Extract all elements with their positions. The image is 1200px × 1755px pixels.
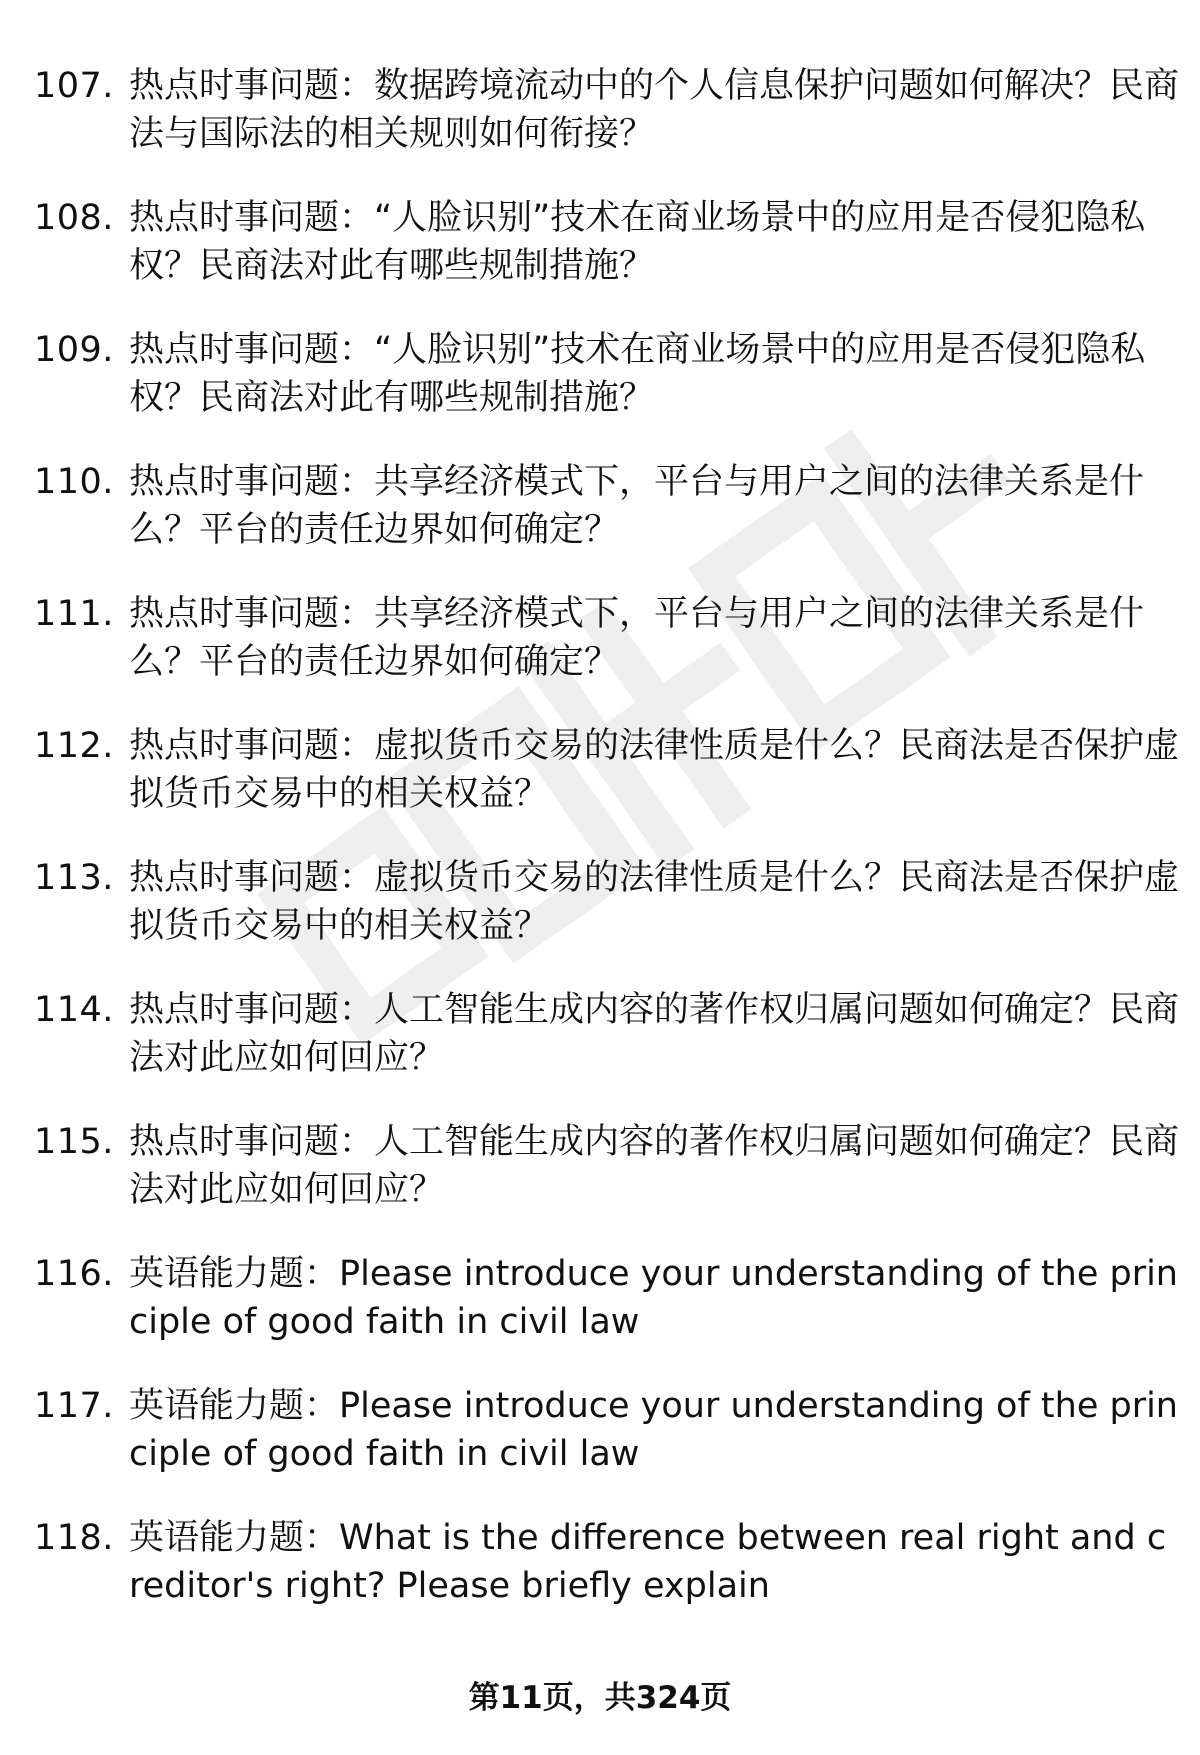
question-number: 108.: [34, 198, 114, 238]
question-text: 热点时事问题：虚拟货币交易的法律性质是什么？民商法是否保护虚拟货币交易中的相关权益？: [129, 726, 1180, 814]
question-text: 热点时事问题：虚拟货币交易的法律性质是什么？民商法是否保护虚拟货币交易中的相关权益？: [129, 858, 1180, 946]
list-item: [34, 194, 1154, 326]
question-number: 111.: [34, 594, 114, 634]
list-item: [34, 722, 1180, 854]
question-text: 热点时事问题：共享经济模式下，平台与用户之间的法律关系是什么？平台的责任边界如何确定？: [129, 462, 1145, 550]
question-number: 109.: [34, 330, 114, 370]
question-number: 115.: [34, 1122, 114, 1162]
list-item: [34, 1118, 1180, 1250]
list-item: [34, 854, 1180, 986]
list-item: [34, 1250, 1178, 1382]
question-text: 英语能力题：Please introduce your understanding of the principle of good faith in civil law: [129, 1386, 1178, 1474]
question-number: 110.: [34, 462, 114, 502]
question-text: 热点时事问题：“人脸识别”技术在商业场景中的应用是否侵犯隐私权？民商法对此有哪些规制措施？: [129, 198, 1146, 286]
question-number: 118.: [34, 1518, 114, 1558]
question-text: 英语能力题：What is the difference between real right and creditor's right? Please briefly explain: [129, 1518, 1167, 1606]
question-number: 114.: [34, 990, 114, 1030]
list-item: [34, 458, 1154, 590]
page-footer: 第11页，共324页: [468, 1680, 732, 1716]
question-number: 112.: [34, 726, 114, 766]
question-number: 107.: [34, 66, 114, 106]
question-text: 热点时事问题：共享经济模式下，平台与用户之间的法律关系是什么？平台的责任边界如何确定？: [129, 594, 1145, 682]
question-number: 117.: [34, 1386, 114, 1426]
list-item: [34, 62, 1180, 194]
question-text: 热点时事问题：人工智能生成内容的著作权归属问题如何确定？民商法对此应如何回应？: [129, 990, 1180, 1078]
list-item: [34, 1382, 1178, 1514]
list-item: [34, 590, 1154, 722]
question-text: 热点时事问题：“人脸识别”技术在商业场景中的应用是否侵犯隐私权？民商法对此有哪些规制措施？: [129, 330, 1146, 418]
question-text: 热点时事问题：人工智能生成内容的著作权归属问题如何确定？民商法对此应如何回应？: [129, 1122, 1180, 1210]
list-item: [34, 986, 1180, 1118]
question-list: [34, 62, 1180, 1646]
list-item: [34, 326, 1154, 458]
question-number: 116.: [34, 1254, 114, 1294]
question-number: 113.: [34, 858, 114, 898]
question-text: 热点时事问题：数据跨境流动中的个人信息保护问题如何解决？民商法与国际法的相关规则如何衔接？: [129, 66, 1180, 154]
list-item: [34, 1514, 1167, 1646]
question-text: 英语能力题：Please introduce your understanding of the principle of good faith in civil law: [129, 1254, 1178, 1342]
